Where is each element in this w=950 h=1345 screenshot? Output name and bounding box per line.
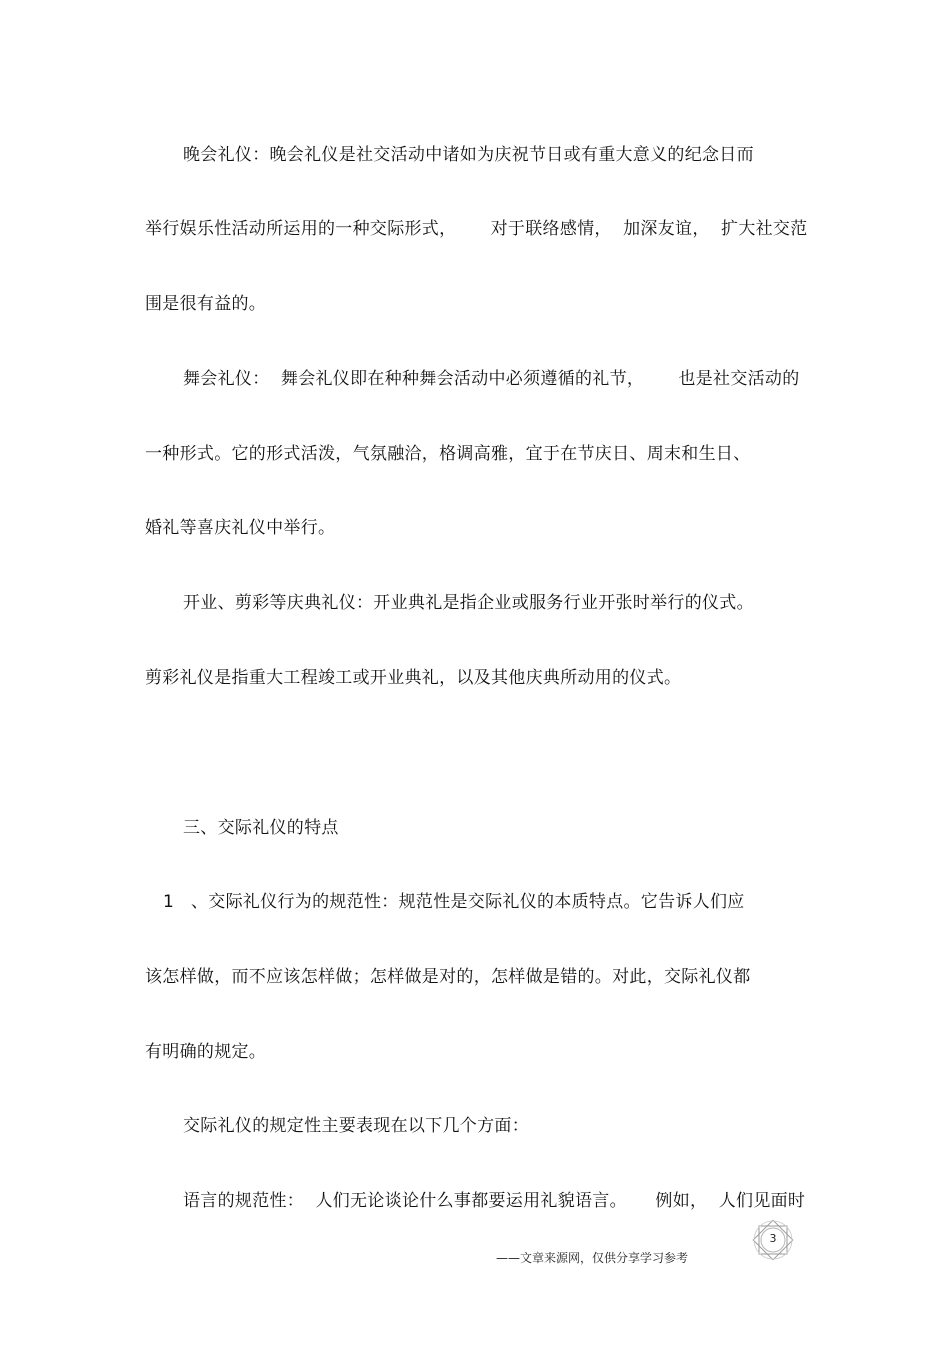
paragraph-normativity-line-2: 该怎样做，而不应该怎样做；怎样做是对的，怎样做是错的。对此，交际礼仪都 bbox=[145, 967, 751, 987]
list-item-number: 1 bbox=[163, 892, 175, 912]
paragraph-ceremony-etiquette-line-2: 剪彩礼仪是指重大工程竣工或开业典礼，以及其他庆典所动用的仪式。 bbox=[145, 668, 682, 688]
paragraph-evening-etiquette-line-3: 围是很有益的。 bbox=[145, 294, 267, 314]
paragraph-manifestations: 交际礼仪的规定性主要表现在以下几个方面： bbox=[183, 1116, 529, 1136]
paragraph-language-normativity-line-1: 语言的规范性： 人们无论谈论什么事都要运用礼貌语言。 例如， 人们见面时 bbox=[183, 1191, 806, 1211]
paragraph-evening-etiquette-line-1: 晚会礼仪：晚会礼仪是社交活动中诸如为庆祝节日或有重大意义的纪念日而 bbox=[183, 145, 754, 165]
paragraph-normativity-line-3: 有明确的规定。 bbox=[145, 1042, 267, 1062]
paragraph-normativity-line-1: 、交际礼仪行为的规范性：规范性是交际礼仪的本质特点。它告诉人们应 bbox=[191, 892, 745, 912]
paragraph-evening-etiquette-line-2: 举行娱乐性活动所运用的一种交际形式， 对于联络感情， 加深友谊， 扩大社交范 bbox=[145, 219, 808, 239]
paragraph-dance-etiquette-line-3: 婚礼等喜庆礼仪中举行。 bbox=[145, 518, 336, 538]
page-number-badge bbox=[750, 1217, 796, 1263]
section-heading: 三、交际礼仪的特点 bbox=[183, 818, 339, 838]
source-note: ——文章来源网，仅供分享学习参考 bbox=[496, 1251, 689, 1265]
page-number: 3 bbox=[769, 1232, 777, 1245]
paragraph-ceremony-etiquette-line-1: 开业、剪彩等庆典礼仪：开业典礼是指企业或服务行业开张时举行的仪式。 bbox=[183, 593, 754, 613]
paragraph-dance-etiquette-line-2: 一种形式。它的形式活泼，气氛融洽，格调高雅，宜于在节庆日、周末和生日、 bbox=[145, 444, 751, 464]
paragraph-dance-etiquette-line-1: 舞会礼仪： 舞会礼仪即在种种舞会活动中必须遵循的礼节， 也是社交活动的 bbox=[183, 369, 800, 389]
